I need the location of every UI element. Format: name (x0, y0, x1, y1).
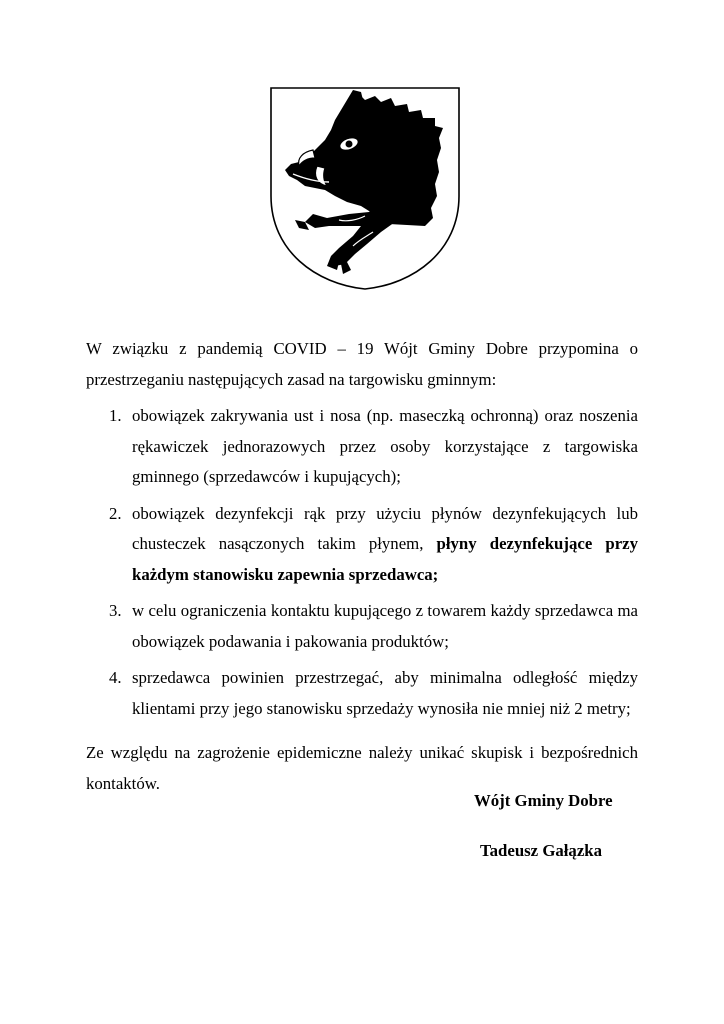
list-item (86, 401, 638, 493)
announcement-body (86, 334, 638, 816)
list-item-text: w celu ograniczenia kontaktu kupującego z towarem każdy sprzedawca ma obowiązek podawania i pakowania produktów; (132, 601, 638, 651)
list-item-number: 2. (109, 503, 122, 523)
list-item-number: 3. (109, 601, 122, 620)
list-item-number: 4. (109, 668, 122, 687)
list-item-text: obowiązek dezynfekcji rąk przy użyciu płynów dezynfekujących lub chusteczek nasączonych takim płynem, płyny dezynfekujące przy każdym stanowisku zapewnia sprzedawca; (132, 503, 638, 584)
list-item (86, 499, 638, 591)
signature-title: Wójt Gminy Dobre (474, 791, 613, 810)
closing-paragraph: Ze względu na zagrożenie epidemiczne należy unikać skupisk i bezpośrednich kontaktów. (86, 743, 638, 793)
list-item-number: 1. (109, 406, 122, 425)
list-item-text: obowiązek zakrywania ust i nosa (np. maseczką ochronną) oraz noszenia rękawiczek jednorazowych przez osoby korzystające z targowiska gminnego (sprzedawców i kupujących); (132, 406, 638, 486)
intro-paragraph (86, 334, 638, 395)
rules-list (86, 401, 638, 724)
list-item (86, 663, 638, 724)
intro-line-1: W związku z pandemią COVID – 19 Wójt Gminy Dobre przypomina o (86, 339, 638, 358)
coat-of-arms-logo (269, 86, 461, 291)
signature-name: Tadeusz Gałązka (480, 841, 602, 860)
boar-shield-icon (269, 86, 461, 291)
intro-line-2: przestrzeganiu następujących zasad na targowisku gminnym: (86, 369, 497, 389)
list-item (86, 596, 638, 657)
list-item-text: sprzedawca powinien przestrzegać, aby minimalna odległość między klientami przy jego stanowisku sprzedaży wynosiła nie mniej niż 2 metry; (132, 668, 638, 718)
emphasis-text: płyny dezynfekujące przy każdym stanowisku zapewnia sprzedawca; (132, 534, 638, 584)
